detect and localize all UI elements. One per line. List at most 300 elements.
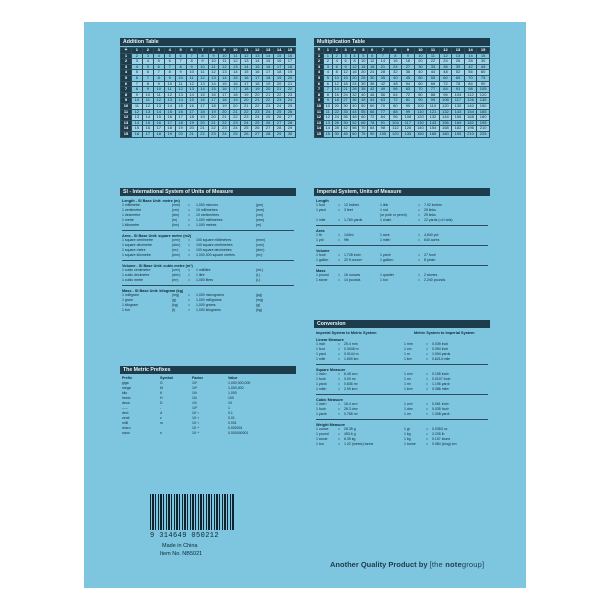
grid-cell: 110: [427, 103, 440, 109]
grid-cell: 16: [175, 109, 186, 115]
measure-cell: 1 square kilometre: [122, 253, 151, 257]
grid-cell: 2: [131, 53, 142, 59]
grid-cell: 104: [389, 120, 402, 126]
measure-cell: =: [188, 303, 191, 307]
grid-cell: 40: [350, 103, 359, 109]
measure-cell: (kg): [172, 303, 179, 307]
prefix-cell: 10⁻²: [192, 416, 199, 420]
measure-cell: (cm²): [256, 243, 265, 247]
grid-header-cell: 3: [341, 48, 350, 54]
prefix-cell: 10⁶: [192, 386, 198, 390]
measure-cell: 100 square centimetres: [196, 243, 233, 247]
grid-cell: 90: [402, 103, 415, 109]
grid-row: [121, 131, 296, 137]
measure-cell: =: [338, 442, 341, 446]
grid-cell: 28: [350, 87, 359, 93]
grid-cell: 15: [230, 75, 241, 81]
block-divider: [122, 230, 294, 231]
grid-cell: 96: [439, 92, 452, 98]
grid-cell: 30: [414, 64, 427, 70]
grid-header-cell: 14: [464, 48, 477, 54]
grid-cell: 180: [439, 131, 452, 137]
measure-cell: 1 square metre: [122, 248, 146, 252]
grid-cell: 12: [439, 53, 452, 59]
measure-cell: 2,240 pounds: [424, 278, 446, 282]
grid-cell: 28: [263, 131, 274, 137]
grid-cell: 11: [164, 87, 175, 93]
grid-cell: 21: [263, 92, 274, 98]
grid-cell: 16: [208, 92, 219, 98]
measure-cell: 1 foot³: [316, 253, 326, 257]
measure-cell: 1 centimetre: [122, 208, 142, 212]
grid-cell: 78: [452, 81, 465, 87]
measure-cell: 1 ounce: [316, 427, 329, 431]
measure-cell: =: [418, 218, 421, 222]
grid-cell: 9: [131, 92, 142, 98]
grid-cell: 70: [464, 75, 477, 81]
measure-cell: (g): [172, 298, 177, 302]
grid-cell: 80: [414, 92, 427, 98]
grid-cell: 15: [175, 103, 186, 109]
grid-row-header: 8: [121, 92, 132, 98]
grid-cell: 20: [285, 75, 296, 81]
grid-cell: 19: [274, 75, 285, 81]
measure-cell: 1 metre: [122, 218, 134, 222]
grid-header-cell: 2: [332, 48, 341, 54]
grid-cell: 22: [219, 120, 230, 126]
prefix-cell: 10⁹: [192, 381, 198, 385]
grid-cell: 44: [350, 109, 359, 115]
grid-cell: 36: [439, 64, 452, 70]
grid-row-header: 9: [315, 98, 324, 104]
grid-cell: 16: [186, 103, 197, 109]
grid-header-cell: 8: [208, 48, 219, 54]
grid-cell: 42: [377, 81, 390, 87]
measure-cell: (cm²): [172, 238, 181, 242]
grid-cell: 23: [274, 98, 285, 104]
grid-cell: 195: [477, 120, 490, 126]
grid-cell: 9: [186, 64, 197, 70]
measure-cell: 2.59 km²: [344, 387, 358, 391]
measure-cell: =: [418, 238, 421, 242]
measure-cell: 100 square millimetres: [196, 238, 232, 242]
block-divider: [316, 245, 488, 246]
measure-cell: =: [338, 437, 341, 441]
grid-cell: 16: [389, 59, 402, 65]
grid-cell: 2: [323, 59, 332, 65]
grid-cell: 20: [252, 92, 263, 98]
grid-cell: 20: [332, 103, 341, 109]
grid-row-header: 10: [315, 103, 324, 109]
measure-cell: 1 pound: [316, 273, 329, 277]
grid-cell: 18: [186, 115, 197, 121]
measure-cell: =: [418, 208, 421, 212]
grid-cell: 156: [452, 115, 465, 121]
measure-cell: 0.039 inch: [432, 342, 449, 346]
grid-cell: 17: [274, 64, 285, 70]
grid-cell: 91: [377, 120, 390, 126]
measure-cell: (L): [256, 273, 261, 277]
grid-cell: 21: [241, 103, 252, 109]
conversion-col-left: Imperial System to Metric System: [316, 331, 377, 335]
grid-cell: 182: [452, 126, 465, 132]
measure-cell: 28.35 g: [344, 427, 356, 431]
grid-cell: 55: [427, 75, 440, 81]
measure-cell: 0.0107 foot²: [432, 377, 451, 381]
grid-cell: 80: [389, 103, 402, 109]
measure-cell: 1 yard: [316, 352, 326, 356]
grid-cell: 169: [452, 120, 465, 126]
prefix-cell: M: [160, 386, 163, 390]
grid-header-cell: 4: [164, 48, 175, 54]
measure-row: [316, 412, 488, 417]
grid-cell: 126: [464, 98, 477, 104]
prefix-cell: 1,000,000: [228, 386, 244, 390]
grid-cell: 20: [414, 59, 427, 65]
grid-cell: 15: [252, 64, 263, 70]
grid-cell: 16: [142, 126, 153, 132]
grid-cell: 12: [368, 59, 377, 65]
measure-cell: (L): [256, 278, 261, 282]
barcode: [150, 494, 234, 530]
addition-table: [120, 47, 296, 138]
measure-cell: 1 cm²: [404, 372, 413, 376]
grid-cell: 18: [368, 64, 377, 70]
grid-cell: 2: [332, 53, 341, 59]
measure-cell: =: [188, 223, 191, 227]
grid-cell: 112: [389, 126, 402, 132]
measure-cell: 1 decimetre: [122, 213, 141, 217]
measure-cell: =: [426, 427, 429, 431]
measure-cell: (mm): [172, 203, 181, 207]
grid-row-header: 12: [121, 115, 132, 121]
grid-cell: 32: [389, 70, 402, 76]
grid-cell: 17: [197, 103, 208, 109]
grid-cell: 5: [131, 70, 142, 76]
grid-cell: 24: [332, 115, 341, 121]
grid-cell: 26: [452, 59, 465, 65]
measure-cell: =: [426, 407, 429, 411]
measure-cell: 28.3 dm³: [344, 407, 358, 411]
brand-open: [the: [429, 560, 446, 569]
grid-cell: 17: [175, 115, 186, 121]
measure-cell: 1 foot³: [316, 407, 326, 411]
measure-cell: 25.4 mm: [344, 342, 358, 346]
grid-cell: 18: [230, 92, 241, 98]
block-divider: [122, 260, 294, 261]
measure-row: [316, 258, 488, 263]
measure-cell: (μg): [256, 293, 263, 297]
grid-cell: 18: [252, 81, 263, 87]
grid-cell: 19: [164, 131, 175, 137]
grid-row-header: 15: [121, 131, 132, 137]
grid-cell: 196: [464, 126, 477, 132]
grid-cell: 18: [341, 81, 350, 87]
imperial-title: Imperial System, Units of Measure: [314, 188, 490, 196]
prefix-cell: D: [160, 401, 163, 405]
grid-cell: 20: [197, 120, 208, 126]
grid-cell: 22: [252, 103, 263, 109]
grid-cell: 17: [263, 70, 274, 76]
measure-cell: 9ft²: [344, 238, 350, 242]
measure-cell: (m²): [256, 253, 263, 257]
conversion-title: Conversion: [314, 320, 490, 328]
grid-cell: 16: [332, 92, 341, 98]
grid-cell: 18: [241, 87, 252, 93]
grid-cell: 3: [341, 53, 350, 59]
grid-cell: 11: [208, 64, 219, 70]
measure-cell: =: [338, 377, 341, 381]
grid-cell: 8: [350, 59, 359, 65]
grid-cell: 14: [219, 75, 230, 81]
grid-cell: 75: [359, 131, 368, 137]
measure-cell: 25 links: [424, 213, 436, 217]
measure-cell: 1 m³: [404, 412, 411, 416]
measure-cell: 0.765 m³: [344, 412, 358, 416]
grid-cell: 23: [219, 126, 230, 132]
prefixes-header-value: Value: [228, 376, 238, 380]
grid-cell: 4: [323, 70, 332, 76]
grid-cell: 20: [350, 75, 359, 81]
prefix-cell: 0.1: [228, 411, 233, 415]
grid-cell: 168: [464, 115, 477, 121]
measure-cell: 1 mile: [316, 218, 326, 222]
grid-cell: 18: [285, 64, 296, 70]
grid-cell: 8: [197, 53, 208, 59]
measure-cell: =: [418, 203, 421, 207]
grid-cell: 81: [402, 98, 415, 104]
measure-cell: 1 gallon: [316, 258, 329, 262]
block-title: Cubic Measure: [316, 398, 344, 402]
prefix-cell: 0.000001: [228, 426, 243, 430]
grid-cell: 24: [350, 81, 359, 87]
measure-cell: 14 pounds: [344, 278, 361, 282]
measure-cell: 3 feet: [344, 208, 353, 212]
grid-cell: 28: [332, 126, 341, 132]
measure-cell: 1,000 microns: [196, 203, 218, 207]
measure-cell: =: [338, 342, 341, 346]
measure-cell: 1 foot: [316, 203, 325, 207]
si-title: SI - International System of Units of Measure: [120, 188, 296, 196]
grid-cell: 143: [427, 120, 440, 126]
grid-cell: 9: [142, 87, 153, 93]
measure-cell: 25 links: [424, 208, 436, 212]
grid-header-cell: 10: [230, 48, 241, 54]
grid-cell: 21: [230, 109, 241, 115]
grid-cell: 19: [263, 81, 274, 87]
measure-cell: 1 acre: [380, 233, 390, 237]
measure-cell: 1,000 litres: [196, 278, 214, 282]
grid-cell: 27: [402, 64, 415, 70]
grid-cell: 23: [285, 92, 296, 98]
grid-cell: 26: [241, 131, 252, 137]
grid-cell: 15: [263, 59, 274, 65]
measure-cell: 640 acres: [424, 238, 440, 242]
measure-cell: =: [426, 352, 429, 356]
grid-cell: 24: [263, 109, 274, 115]
measure-cell: (kg): [256, 308, 263, 312]
measure-cell: 1.02 (metric) tonne: [344, 442, 374, 446]
grid-cell: 13: [323, 120, 332, 126]
grid-header-cell: 13: [452, 48, 465, 54]
measure-cell: 10 millimetres: [196, 208, 218, 212]
prefix-cell: 10: [228, 401, 232, 405]
grid-cell: 60: [414, 81, 427, 87]
measure-row: [316, 278, 488, 283]
grid-cell: 14: [464, 53, 477, 59]
grid-header-cell: 6: [368, 48, 377, 54]
grid-cell: 15: [197, 92, 208, 98]
grid-cell: 143: [452, 109, 465, 115]
grid-row-header: 12: [315, 115, 324, 121]
grid-cell: 17: [285, 59, 296, 65]
grid-cell: 14: [323, 126, 332, 132]
grid-cell: 84: [368, 126, 377, 132]
grid-cell: 21: [341, 87, 350, 93]
measure-cell: 0.386 mile²: [432, 387, 450, 391]
grid-row-header: 10: [121, 103, 132, 109]
grid-cell: 33: [427, 64, 440, 70]
grid-cell: 165: [427, 131, 440, 137]
measure-cell: (km²): [172, 253, 181, 257]
measure-cell: (or pole or perch): [380, 213, 407, 217]
measure-cell: =: [188, 218, 191, 222]
grid-cell: 22: [230, 115, 241, 121]
measure-cell: (t): [172, 308, 176, 312]
block-title: Area - SI Base Unit: square metre (m2): [122, 234, 192, 238]
prefix-cell: 10⁻⁹: [192, 431, 200, 435]
grid-cell: 11: [186, 75, 197, 81]
grid-cell: 132: [439, 109, 452, 115]
grid-cell: 19: [241, 92, 252, 98]
brand-bold: note: [445, 560, 462, 569]
prefix-cell: H: [160, 396, 163, 400]
block-title: Mass: [316, 269, 326, 273]
grid-cell: 20: [274, 81, 285, 87]
grid-cell: 15: [323, 131, 332, 137]
measure-cell: 10 centimetres: [196, 213, 219, 217]
measure-cell: (cm): [256, 213, 263, 217]
grid-cell: 5: [142, 64, 153, 70]
grid-cell: 29: [274, 131, 285, 137]
measure-cell: 7.92 inches: [424, 203, 442, 207]
grid-cell: 8: [332, 70, 341, 76]
measure-cell: (m³): [172, 278, 179, 282]
prefix-cell: 100: [228, 396, 234, 400]
prefix-cell: 0.001: [228, 421, 237, 425]
grid-cell: 54: [402, 81, 415, 87]
prefixes-header-factor: Factor: [192, 376, 203, 380]
grid-row-header: 3: [315, 64, 324, 70]
measure-cell: 1 rod: [380, 208, 388, 212]
measure-cell: =: [188, 253, 191, 257]
grid-cell: 12: [219, 64, 230, 70]
measure-cell: 1 cm: [404, 347, 412, 351]
grid-cell: 16: [164, 115, 175, 121]
grid-cell: 21: [285, 81, 296, 87]
grid-cell: 6: [323, 81, 332, 87]
grid-cell: 16: [230, 81, 241, 87]
measure-cell: 2 stones: [424, 273, 438, 277]
prefix-cell: 10⁻³: [192, 421, 199, 425]
prefixes-header-symbol: Symbol: [160, 376, 173, 380]
grid-cell: 117: [452, 98, 465, 104]
grid-cell: 44: [427, 70, 440, 76]
grid-cell: 11: [153, 92, 164, 98]
grid-cell: 14: [153, 109, 164, 115]
measure-cell: =: [338, 432, 341, 436]
grid-row-header: 11: [121, 109, 132, 115]
made-in-label: Made in China: [162, 543, 198, 549]
brand-logo: [430, 560, 485, 569]
grid-cell: 195: [452, 131, 465, 137]
grid-cell: 17: [186, 109, 197, 115]
grid-cell: 18: [402, 59, 415, 65]
prefix-row: [122, 431, 294, 436]
measure-cell: 1.094 yards: [432, 352, 451, 356]
grid-row-header: 2: [315, 59, 324, 65]
measure-cell: 1,000 milligrams: [196, 298, 222, 302]
grid-cell: 24: [341, 92, 350, 98]
grid-cell: 14: [263, 53, 274, 59]
measure-cell: 1 cm³: [404, 402, 413, 406]
grid-cell: 27: [285, 115, 296, 121]
prefix-cell: nano: [122, 431, 130, 435]
measure-cell: =: [418, 233, 421, 237]
grid-cell: 18: [164, 126, 175, 132]
measure-cell: =: [188, 273, 191, 277]
grid-cell: 14: [142, 115, 153, 121]
grid-cell: 12: [142, 103, 153, 109]
measure-cell: 0.3048 m: [344, 347, 359, 351]
grid-cell: 16: [274, 59, 285, 65]
grid-cell: 72: [439, 81, 452, 87]
grid-cell: 60: [439, 75, 452, 81]
grid-cell: 77: [427, 87, 440, 93]
measure-cell: 1 link: [380, 203, 389, 207]
prefix-cell: centi: [122, 416, 130, 420]
measure-cell: =: [338, 372, 341, 376]
grid-cell: 20: [186, 126, 197, 132]
measure-cell: (g): [256, 303, 261, 307]
grid-cell: 20: [175, 131, 186, 137]
measure-cell: =: [426, 382, 429, 386]
measure-cell: =: [338, 258, 341, 262]
grid-cell: 50: [359, 103, 368, 109]
measure-cell: (mm): [256, 208, 265, 212]
block-divider: [316, 225, 488, 226]
grid-cell: 12: [230, 59, 241, 65]
grid-cell: 11: [323, 109, 332, 115]
grid-row-header: 8: [315, 92, 324, 98]
grid-cell: 24: [368, 70, 377, 76]
measure-cell: 1 mm: [404, 342, 413, 346]
grid-cell: 13: [131, 115, 142, 121]
grid-cell: 16: [285, 53, 296, 59]
grid-cell: 15: [341, 75, 350, 81]
grid-cell: 12: [131, 109, 142, 115]
measure-cell: 1 inch³: [316, 402, 327, 406]
measure-cell: 1 yard: [316, 208, 326, 212]
grid-cell: 70: [377, 103, 390, 109]
grid-cell: 30: [368, 75, 377, 81]
grid-cell: 21: [197, 126, 208, 132]
grid-cell: 8: [131, 87, 142, 93]
grid-cell: 150: [477, 103, 490, 109]
item-number-label: Item No. NB5021: [160, 551, 203, 557]
measure-cell: 16 ounces: [344, 273, 361, 277]
measure-cell: 1 gr: [404, 427, 411, 431]
